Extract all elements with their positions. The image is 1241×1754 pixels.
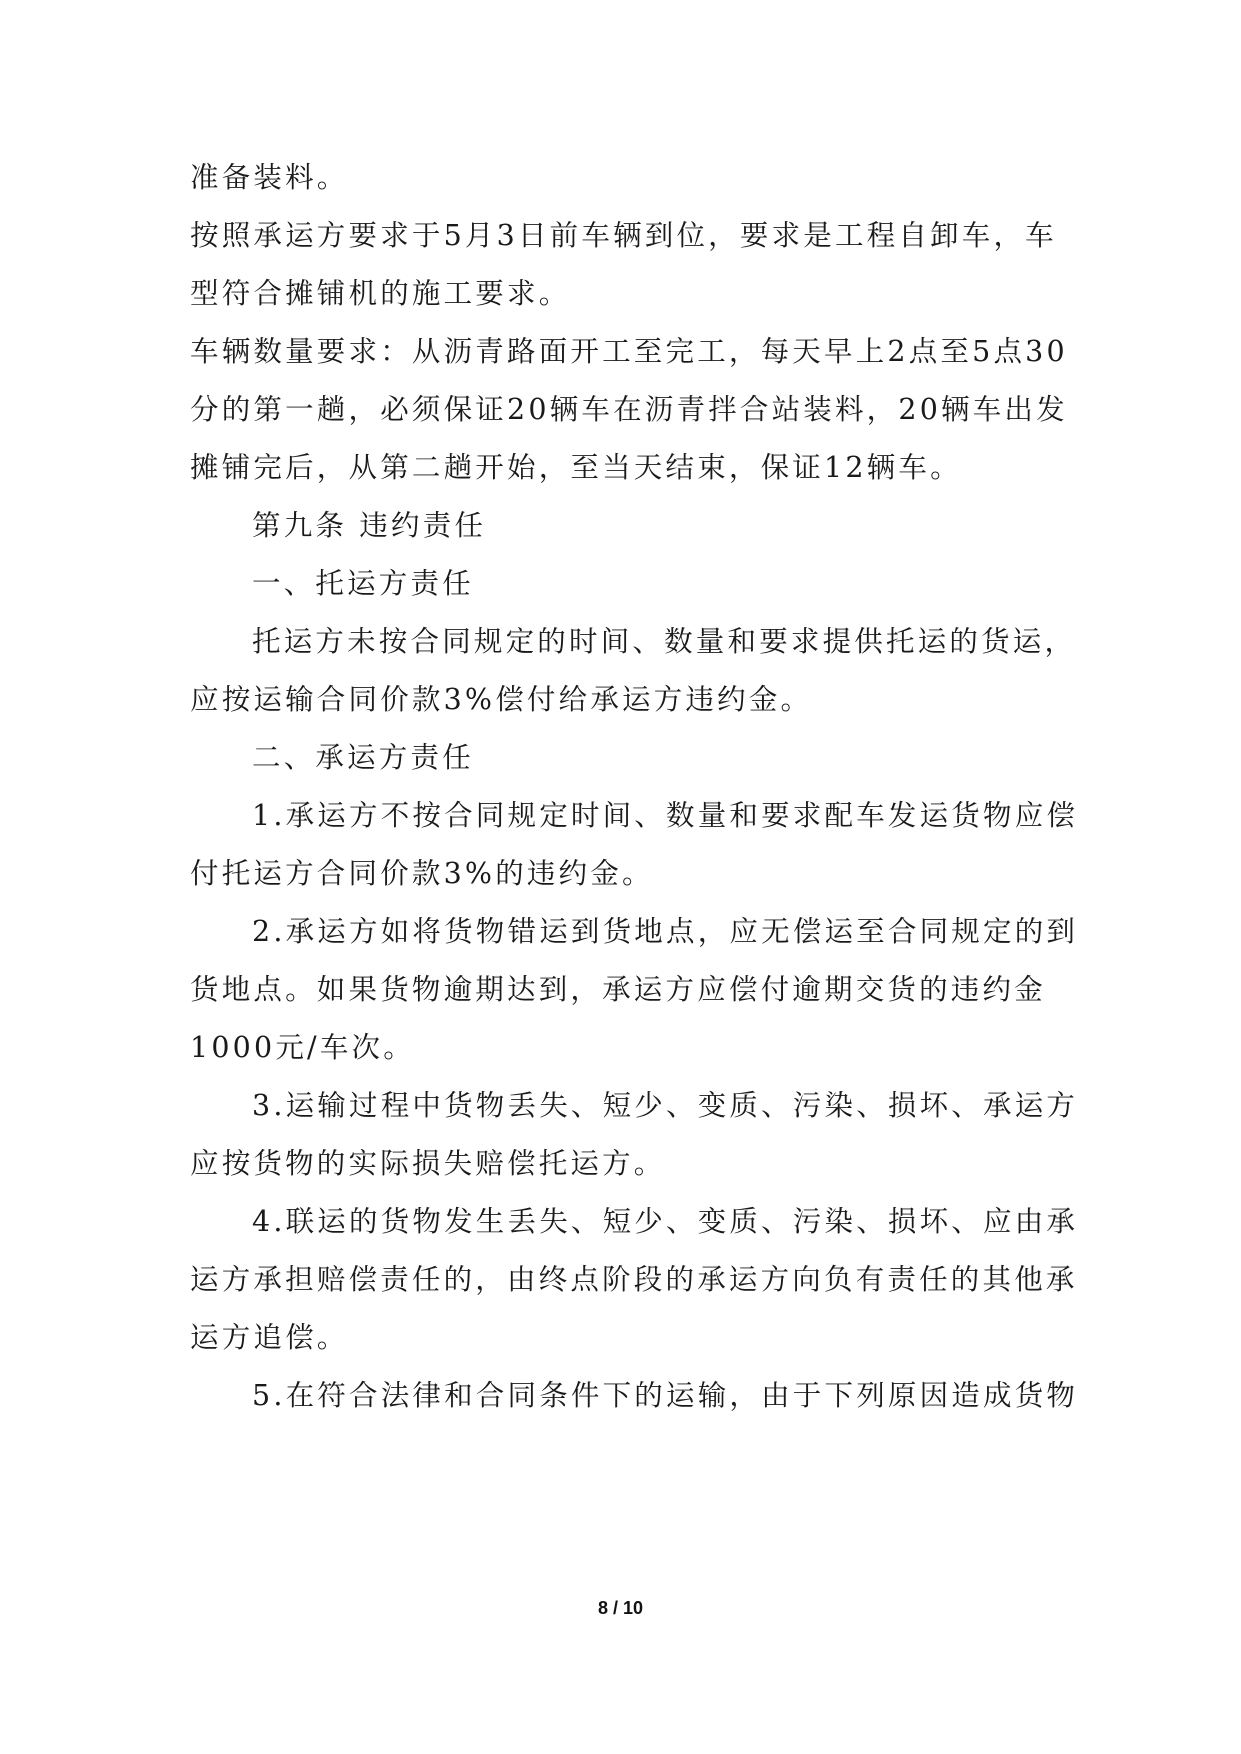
section-heading: 第九条 违约责任 (252, 509, 487, 542)
text-line: 摊铺完后，从第二趟开始，至当天结束，保证12辆车。 (190, 451, 962, 484)
text-line: 4.联运的货物发生丢失、短少、变质、污染、损坏、应由承 (252, 1205, 1079, 1238)
text-line: 准备装料。 (190, 161, 349, 194)
text-line: 3.运输过程中货物丢失、短少、变质、污染、损坏、承运方 (252, 1089, 1079, 1122)
text-line: 型符合摊铺机的施工要求。 (190, 277, 571, 310)
text-line: 付托运方合同价款3%的违约金。 (190, 857, 654, 890)
text-line: 1.承运方不按合同规定时间、数量和要求配车发运货物应偿 (252, 799, 1079, 832)
text-line: 按照承运方要求于5月3日前车辆到位，要求是工程自卸车，车 (190, 219, 1057, 252)
text-line: 应按运输合同价款3%偿付给承运方违约金。 (190, 683, 813, 716)
subsection-heading: 一、托运方责任 (252, 567, 474, 600)
text-line: 应按货物的实际损失赔偿托运方。 (190, 1147, 666, 1180)
text-line: 分的第一趟，必须保证20辆车在沥青拌合站装料，20辆车出发 (190, 393, 1068, 426)
text-line: 托运方未按合同规定的时间、数量和要求提供托运的货运， (252, 625, 1077, 658)
text-line: 5.在符合法律和合同条件下的运输，由于下列原因造成货物 (252, 1379, 1079, 1412)
subsection-heading: 二、承运方责任 (252, 741, 474, 774)
text-line: 货地点。如果货物逾期达到，承运方应偿付逾期交货的违约金 (190, 973, 1046, 1006)
text-line: 2.承运方如将货物错运到货地点，应无偿运至合同规定的到 (252, 915, 1079, 948)
text-line: 车辆数量要求：从沥青路面开工至完工，每天早上2点至5点30 (190, 335, 1068, 368)
text-line: 运方追偿。 (190, 1321, 349, 1354)
text-line: 运方承担赔偿责任的，由终点阶段的承运方向负有责任的其他承 (190, 1263, 1078, 1296)
page-number: 8 / 10 (597, 1598, 644, 1618)
text-line: 1000元/车次。 (190, 1031, 415, 1064)
